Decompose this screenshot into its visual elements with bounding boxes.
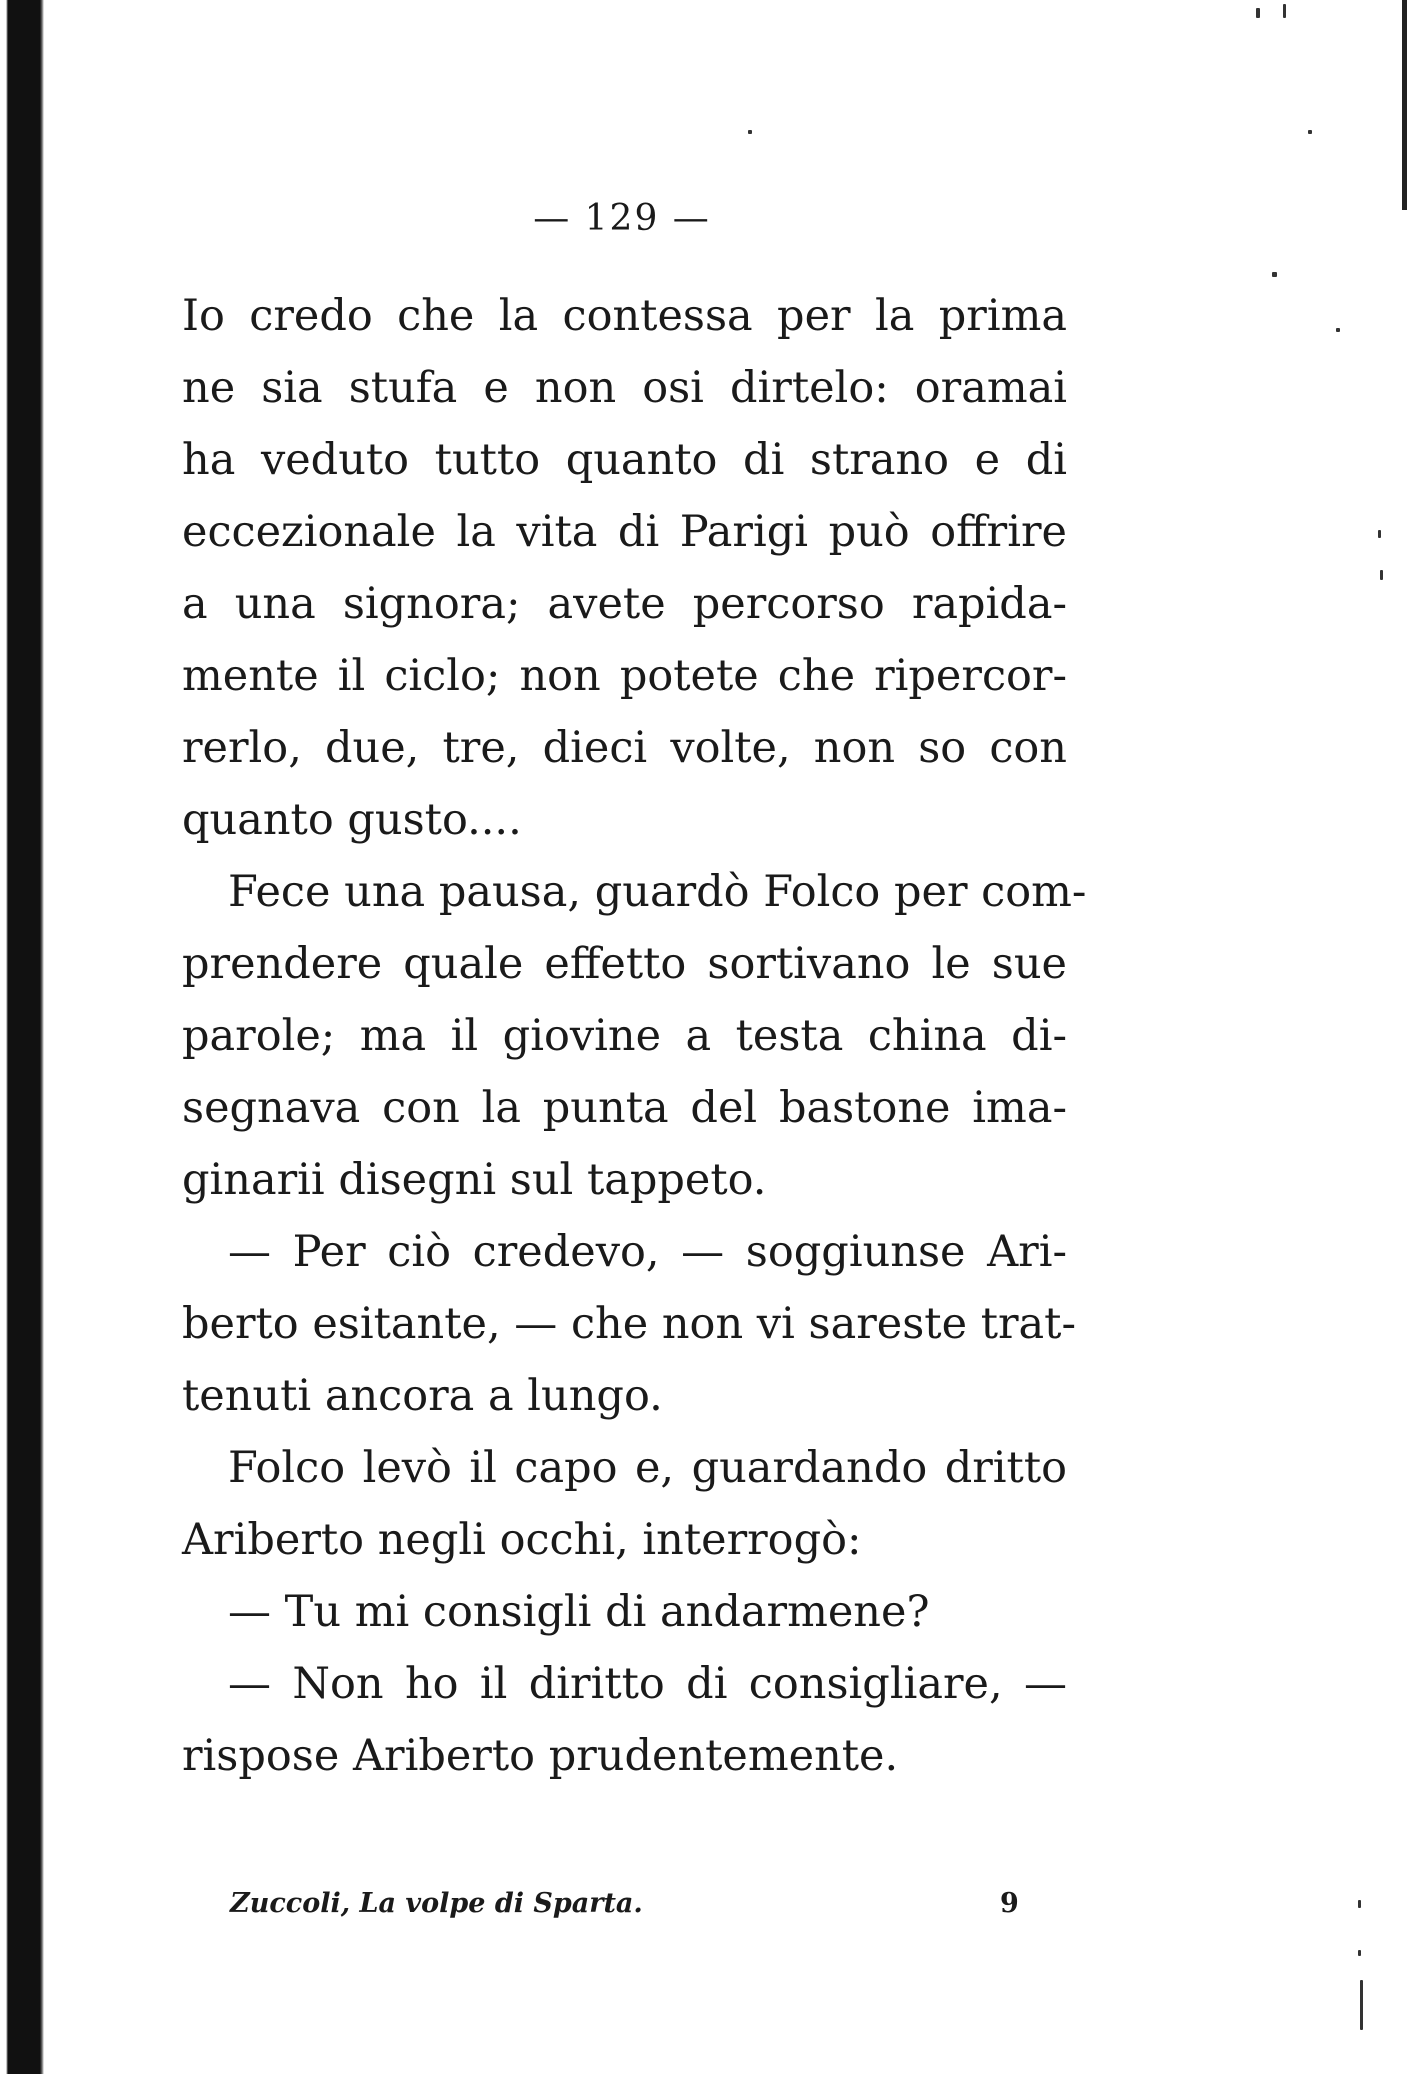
page-footer bbox=[230, 1888, 1030, 1932]
body-text bbox=[182, 280, 1087, 1792]
text-line: prendere quale effetto sortivano le sue bbox=[182, 939, 1067, 989]
scan-speck bbox=[1358, 1900, 1361, 1908]
text-line: rerlo, due, tre, dieci volte, non so con bbox=[182, 723, 1067, 773]
text-line: Io credo che la contessa per la prima bbox=[182, 291, 1067, 341]
text-line: tenuti ancora a lungo. bbox=[182, 1371, 663, 1421]
scan-speck bbox=[1283, 4, 1286, 18]
scan-speck bbox=[1272, 272, 1277, 277]
text-line: segnava con la punta del bastone ima- bbox=[182, 1083, 1067, 1133]
scan-speck bbox=[1360, 1980, 1363, 2030]
text-line: parole; ma il giovine a testa china di- bbox=[182, 1011, 1067, 1061]
footer-signature-mark: 9 bbox=[1000, 1888, 1019, 1919]
text-line: berto esitante, — che non vi sareste trat- bbox=[182, 1299, 1076, 1349]
text-line: — Per ciò credevo, — soggiunse Ari- bbox=[228, 1227, 1067, 1277]
scan-speck bbox=[748, 130, 752, 134]
scan-speck bbox=[1308, 130, 1312, 134]
text-line: a una signora; avete percorso rapida- bbox=[182, 579, 1067, 629]
text-line: ginarii disegni sul tappeto. bbox=[182, 1155, 767, 1205]
text-line: mente il ciclo; non potete che ripercor- bbox=[182, 651, 1067, 701]
text-line: ha veduto tutto quanto di strano e di bbox=[182, 435, 1067, 485]
text-line: quanto gusto.... bbox=[182, 795, 522, 845]
text-line: — Non ho il diritto di consigliare, — bbox=[228, 1659, 1067, 1709]
page-edge-mark bbox=[1402, 0, 1407, 210]
text-line: Folco levò il capo e, guardando dritto bbox=[228, 1443, 1067, 1493]
text-line: Ariberto negli occhi, interrogò: bbox=[182, 1515, 862, 1565]
scan-speck bbox=[1256, 8, 1260, 18]
text-line: eccezionale la vita di Parigi può offrire bbox=[182, 507, 1067, 557]
text-line: Fece una pausa, guardò Folco per com- bbox=[228, 867, 1087, 917]
book-binding-edge bbox=[0, 0, 44, 2074]
text-line: rispose Ariberto prudentemente. bbox=[182, 1731, 899, 1781]
page-number: — 129 — bbox=[533, 198, 711, 239]
scan-speck bbox=[1380, 570, 1383, 580]
text-line: ne sia stufa e non osi dirtelo: oramai bbox=[182, 363, 1067, 413]
scan-speck bbox=[1336, 328, 1340, 332]
text-line: — Tu mi consigli di andarmene? bbox=[228, 1587, 930, 1637]
scan-speck bbox=[1378, 530, 1381, 538]
scan-speck bbox=[1358, 1950, 1361, 1956]
footer-book-title: Zuccoli, La volpe di Sparta. bbox=[230, 1888, 643, 1919]
